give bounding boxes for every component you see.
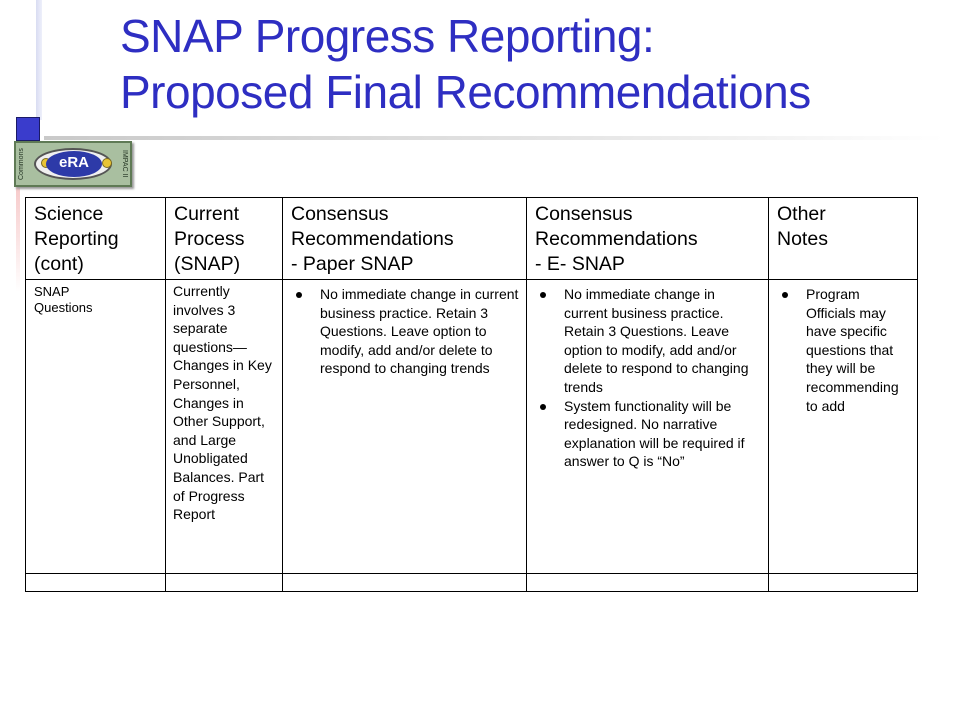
header-cell-other-notes [769, 198, 918, 280]
header-line: Consensus [535, 203, 633, 225]
table-row-snap-questions [26, 280, 918, 574]
e-snap-cell [527, 280, 769, 574]
current-process-text: Currently involves 3 separate questions—Changes in Key Personnel, Changes in Other Support, and Large Unobligated Balances. Part of Progress Report [173, 283, 272, 523]
header-line: Consensus [291, 203, 389, 225]
list-item [534, 285, 761, 397]
empty-cell [26, 574, 166, 592]
header-line: Reporting [34, 228, 119, 250]
logo-impac-text: IMPAC II [121, 150, 128, 178]
logo-commons-text: Commons [18, 148, 25, 180]
empty-cell [283, 574, 527, 592]
row-label-cell [26, 280, 166, 574]
slide-title-line-1: SNAP Progress Reporting: [120, 10, 655, 62]
title-accent-bar [36, 0, 42, 120]
header-line: Notes [777, 228, 828, 250]
list-item [776, 285, 910, 415]
bullet-text: Program Officials may have specific questions that they will be recommending to add [806, 286, 899, 414]
empty-cell [527, 574, 769, 592]
header-cell-current-process [166, 198, 283, 280]
header-line: Other [777, 203, 826, 225]
current-process-cell [166, 280, 283, 574]
recommendations-table [25, 197, 918, 592]
other-notes-cell [769, 280, 918, 574]
recommendations-table-wrapper [25, 197, 918, 592]
header-line: - E- SNAP [535, 253, 625, 275]
slide-title-line-2: Proposed Final Recommendations [120, 66, 811, 118]
row-label-line: Questions [34, 300, 93, 315]
logo-text: eRA [58, 154, 89, 171]
list-item [290, 285, 519, 378]
bullet-text: No immediate change in current business practice. Retain 3 Questions. Leave option to modify, add and/or delete to respond to changing trends [564, 286, 749, 395]
table-row-empty [26, 574, 918, 592]
header-line: Science [34, 203, 104, 225]
header-line: (cont) [34, 253, 84, 275]
row-label-line: SNAP [34, 284, 70, 299]
paper-snap-cell [283, 280, 527, 574]
header-cell-paper-snap [283, 198, 527, 280]
header-cell-science-reporting [26, 198, 166, 280]
table-header-row [26, 198, 918, 280]
empty-cell [166, 574, 283, 592]
bullet-icon [540, 292, 546, 298]
header-line: Recommendations [535, 228, 698, 250]
header-line: (SNAP) [174, 253, 241, 275]
accent-square [16, 117, 40, 141]
bullet-icon [296, 292, 302, 298]
empty-cell [769, 574, 918, 592]
header-line: - Paper SNAP [291, 253, 414, 275]
title-divider [44, 136, 944, 140]
era-logo [14, 141, 132, 187]
logo-orb-right-icon [102, 158, 112, 168]
header-cell-e-snap [527, 198, 769, 280]
bullet-icon [540, 404, 546, 410]
bullet-text: System functionality will be redesigned. No narrative explanation will be required if answer to Q is “No” [564, 397, 745, 470]
header-line: Current [174, 203, 240, 225]
header-line: Process [174, 228, 245, 250]
slide-title [120, 8, 940, 120]
list-item [534, 397, 761, 471]
bullet-icon [782, 292, 788, 298]
header-line: Recommendations [291, 228, 454, 250]
bullet-text: No immediate change in current business practice. Retain 3 Questions. Leave option to modify, add and/or delete to respond to changing trends [320, 286, 519, 377]
